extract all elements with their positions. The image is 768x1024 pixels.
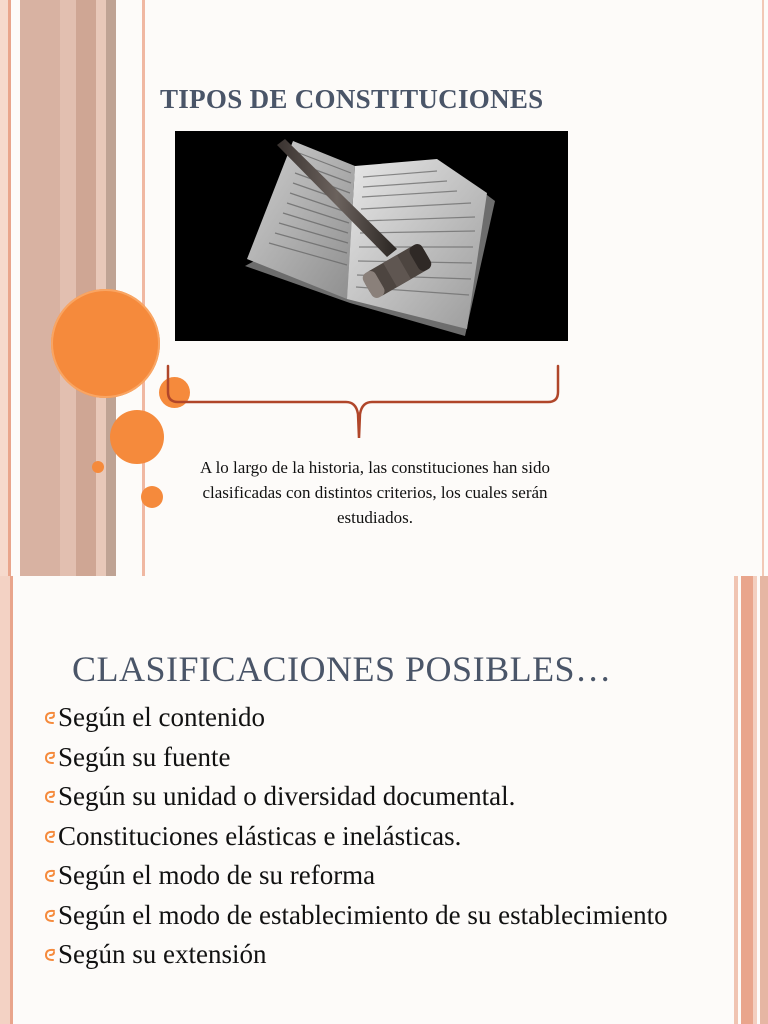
decorative-circle-tiny — [92, 461, 104, 473]
right-border-line — [762, 0, 764, 576]
slide-caption: A lo largo de la historia, las constituciones han sido clasificadas con distintos criterios, los cuales serán estudiados. — [199, 458, 551, 527]
list-item — [44, 935, 694, 975]
orange-curl-bullet-icon — [44, 711, 56, 725]
classification-list — [44, 698, 694, 975]
list-item-label: Según su unidad o diversidad documental. — [58, 781, 516, 811]
orange-curl-bullet-icon — [44, 909, 56, 923]
orange-curl-bullet-icon — [44, 830, 56, 844]
left-decorative-stripes — [0, 0, 150, 576]
orange-curl-bullet-icon — [44, 790, 56, 804]
decorative-circle — [110, 410, 164, 464]
slide-title: TIPOS DE CONSTITUCIONES — [160, 84, 544, 114]
list-item — [44, 777, 694, 817]
list-item — [44, 856, 694, 896]
list-item-label: Según el modo de establecimiento de su establecimiento — [58, 899, 668, 930]
list-item — [44, 817, 694, 857]
list-item-label: Según el contenido — [58, 702, 265, 732]
list-item — [44, 896, 694, 936]
decorative-circle-large — [51, 289, 160, 398]
orange-curl-bullet-icon — [44, 948, 56, 962]
orange-curl-bullet-icon — [44, 751, 56, 765]
decorative-circle-small — [141, 486, 163, 508]
orange-curl-bullet-icon — [44, 869, 56, 883]
slide-title: CLASIFICACIONES POSIBLES… — [72, 649, 612, 689]
list-item — [44, 738, 694, 778]
list-item-label: Según su fuente — [58, 741, 231, 772]
curly-brace-connector — [160, 362, 562, 442]
book-and-gavel-photo — [175, 131, 568, 341]
list-item-label: Constituciones elásticas e inelásticas. — [58, 820, 462, 851]
list-item-label: Según su extensión — [58, 939, 267, 969]
list-item-label: Según el modo de su reforma — [58, 860, 376, 890]
list-item — [44, 698, 694, 738]
